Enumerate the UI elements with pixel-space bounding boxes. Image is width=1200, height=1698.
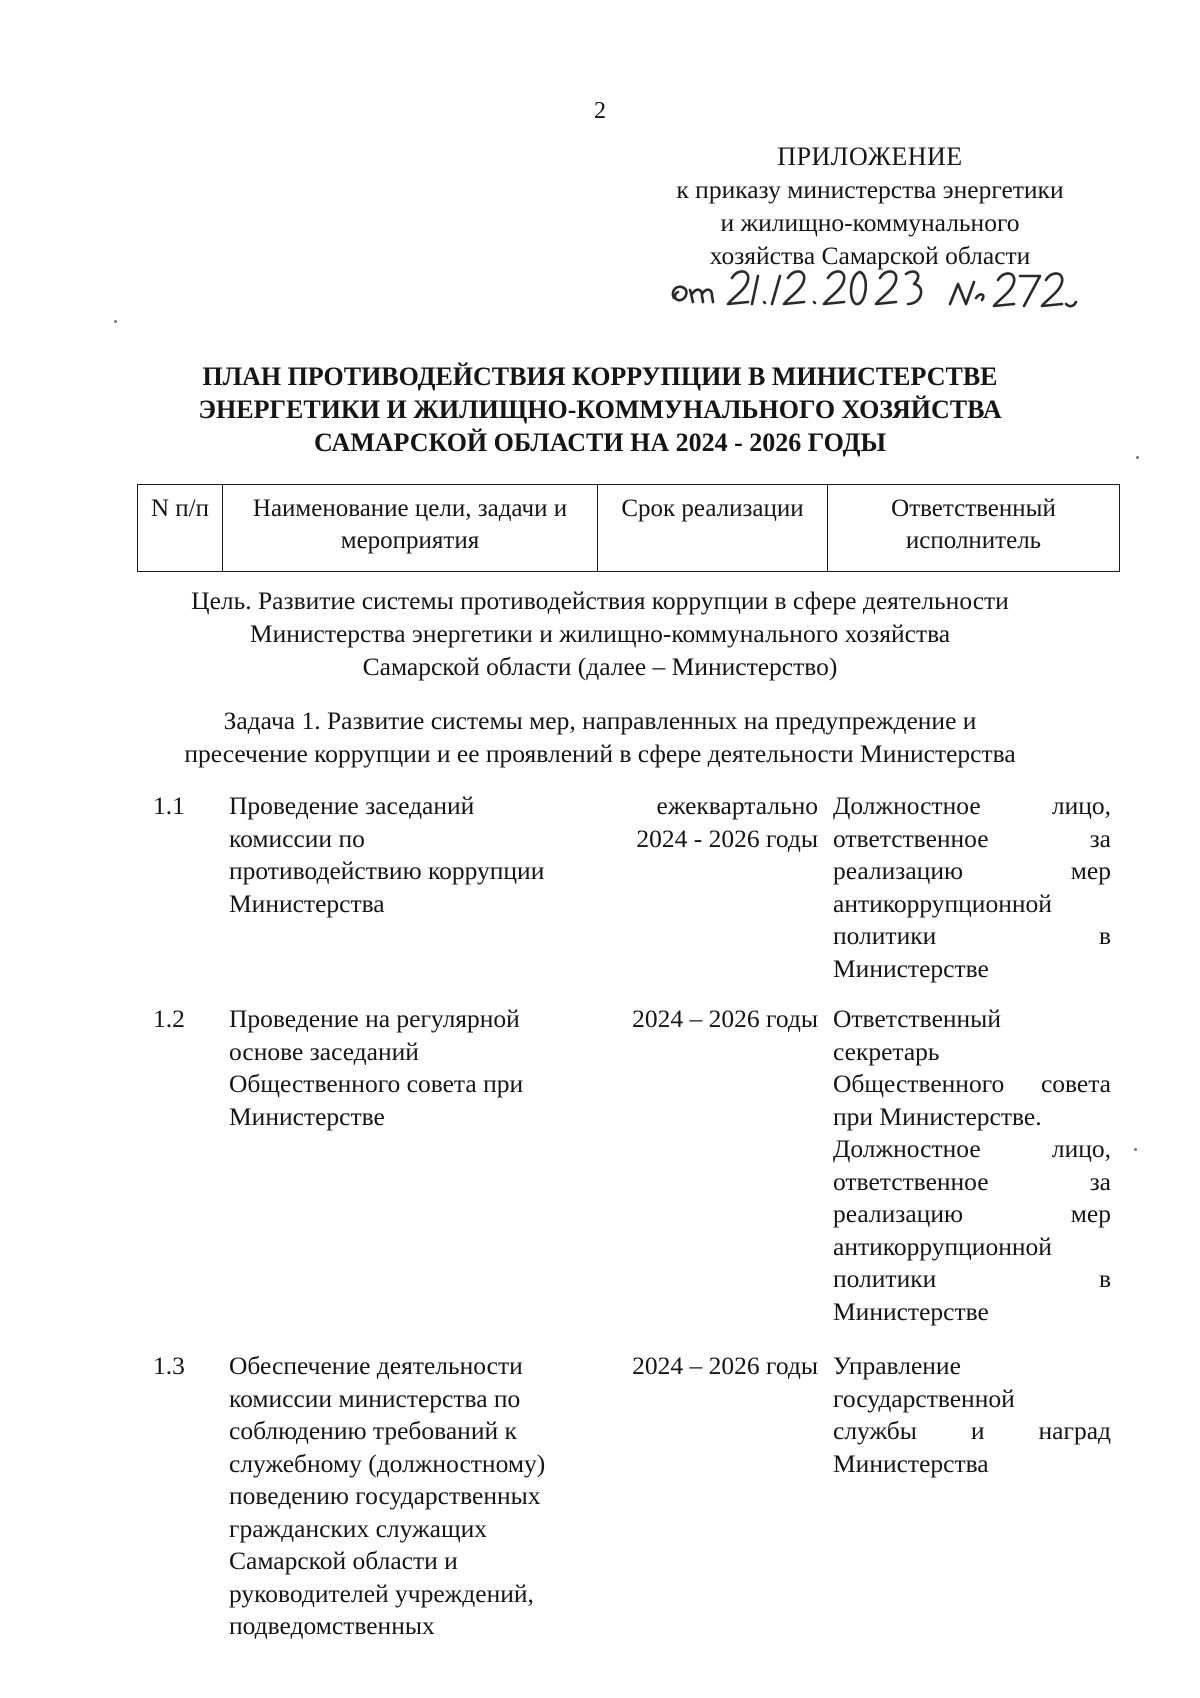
row-name [229,790,599,920]
responsible-word: наград [1038,1416,1111,1445]
document-title [120,360,1080,459]
responsible-line [833,1448,1111,1481]
responsible-word: лицо, [1051,791,1111,820]
responsible-word: реализацию [833,856,964,885]
header-responsible: Ответственный исполнитель [828,485,1120,572]
appendix-block [640,140,1100,272]
responsible-line [833,953,1111,986]
responsible-line [833,1133,1111,1166]
row-term [598,1003,818,1036]
plan-table-header [137,484,1120,572]
responsible-word: секретарь [833,1036,940,1066]
responsible-word: в [1098,921,1111,950]
scan-speck [1136,456,1139,459]
cell-line: ежеквартально [656,791,818,820]
cell-line: основе заседаний [229,1036,419,1066]
scan-speck [114,320,117,323]
cell-line: 2024 - 2026 годы [636,823,818,853]
task-line: пресечение коррупции и ее проявлений в сфере деятельности Министерства [184,739,1016,768]
responsible-line [833,1003,1111,1036]
cell-line: комиссии по [229,823,365,853]
responsible-line [833,855,1111,888]
header-term: Срок реализации [598,485,828,572]
handwritten-date-number [668,260,1088,316]
cell-line: подведомственных [229,1611,435,1640]
task-heading [120,704,1080,770]
row-name [229,1350,599,1643]
responsible-word: при Министерстве. [833,1101,1042,1131]
responsible-word: Ответственный [833,1004,1001,1033]
header-number: N п/п [138,485,223,572]
cell-line: 2024 – 2026 годы [632,1351,818,1380]
responsible-word: за [1089,1166,1111,1196]
responsible-word: в [1098,1264,1111,1293]
responsible-word: и [970,1416,985,1445]
responsible-word: ответственное [833,1166,989,1196]
cell-line: Обеспечение деятельности [229,1351,523,1380]
title-line: ПЛАН ПРОТИВОДЕЙСТВИЯ КОРРУПЦИИ В МИНИСТЕРСТВЕ [202,362,998,391]
responsible-word: лицо, [1051,1134,1111,1163]
responsible-word: Управление [833,1351,961,1380]
cell-line: гражданских служащих [229,1513,487,1543]
responsible-line [833,1198,1111,1231]
goal-line: Министерства энергетики и жилищно-коммунального хозяйства [249,619,951,648]
responsible-word: мер [1070,1199,1111,1228]
responsible-word: антикоррупционной [833,1231,1052,1261]
title-line: ЭНЕРГЕТИКИ И ЖИЛИЩНО-КОММУНАЛЬНОГО ХОЗЯЙСТВА [198,395,1002,424]
responsible-word: политики [833,1264,937,1293]
responsible-line [833,1101,1111,1134]
responsible-word: Должностное [833,791,981,820]
responsible-line [833,1383,1111,1416]
cell-line: Проведение на регулярной [229,1004,520,1033]
cell-line: противодействию коррупции [229,856,545,885]
responsible-line [833,1166,1111,1199]
responsible-line [833,1036,1111,1069]
row-term [598,790,818,855]
row-number: 1.1 [153,791,185,820]
cell-line: соблюдению требований к [229,1416,517,1445]
responsible-line [833,1231,1111,1264]
responsible-word: службы [833,1416,917,1445]
responsible-line [833,1415,1111,1448]
header-name: Наименование цели, задачи и мероприятия [223,485,598,572]
scan-speck [1134,1148,1137,1151]
goal-heading [120,584,1080,683]
appendix-line: к приказу министерства энергетики [676,175,1064,204]
responsible-line [833,790,1111,823]
cell-line: Министерстве [229,1101,385,1131]
cell-line: 2024 – 2026 годы [632,1004,818,1033]
responsible-line [833,1296,1111,1329]
appendix-line: и жилищно-коммунального [720,208,1020,237]
responsible-word: Должностное [833,1134,981,1163]
task-line: Задача 1. Развитие системы мер, направленных на предупреждение и [223,706,977,735]
responsible-word: Министерстве [833,953,989,983]
row-number: 1.2 [153,1004,185,1033]
row-responsible [833,1350,1111,1480]
responsible-word: Министерстве [833,1296,989,1326]
responsible-word: политики [833,921,937,950]
responsible-word: государственной [833,1383,1015,1413]
row-responsible [833,1003,1111,1328]
responsible-word: за [1089,823,1111,853]
cell-line: поведению государственных [229,1481,541,1510]
appendix-heading: ПРИЛОЖЕНИЕ [777,142,963,171]
responsible-word: ответственное [833,823,989,853]
page-number: 2 [594,98,606,124]
appendix-line: хозяйства Самарской области [709,241,1031,270]
responsible-word: мер [1070,856,1111,885]
row-number: 1.3 [153,1351,185,1380]
cell-line: Общественного совета при [229,1069,524,1098]
responsible-line [833,1350,1111,1383]
cell-line: Проведение заседаний [229,791,475,820]
responsible-word: Министерства [833,1448,989,1478]
responsible-word: Общественного [833,1069,1005,1098]
goal-line: Цель. Развитие системы противодействия коррупции в сфере деятельности [191,586,1009,615]
cell-line: Самарской области и [229,1546,458,1575]
responsible-word: реализацию [833,1199,964,1228]
cell-line: комиссии министерства по [229,1383,521,1413]
responsible-line [833,1263,1111,1296]
goal-line: Самарской области (далее – Министерство) [362,652,838,681]
title-line: САМАРСКОЙ ОБЛАСТИ НА 2024 - 2026 ГОДЫ [313,428,887,457]
responsible-word: антикоррупционной [833,888,1052,918]
cell-line: служебному (должностному) [229,1448,546,1478]
cell-line: Министерства [229,888,385,918]
responsible-word: совета [1040,1069,1111,1098]
responsible-line [833,1068,1111,1101]
cell-line: руководителей учреждений, [229,1578,534,1608]
row-term [598,1350,818,1383]
responsible-line [833,920,1111,953]
responsible-line [833,823,1111,856]
responsible-line [833,888,1111,921]
row-responsible [833,790,1111,985]
row-name [229,1003,599,1133]
